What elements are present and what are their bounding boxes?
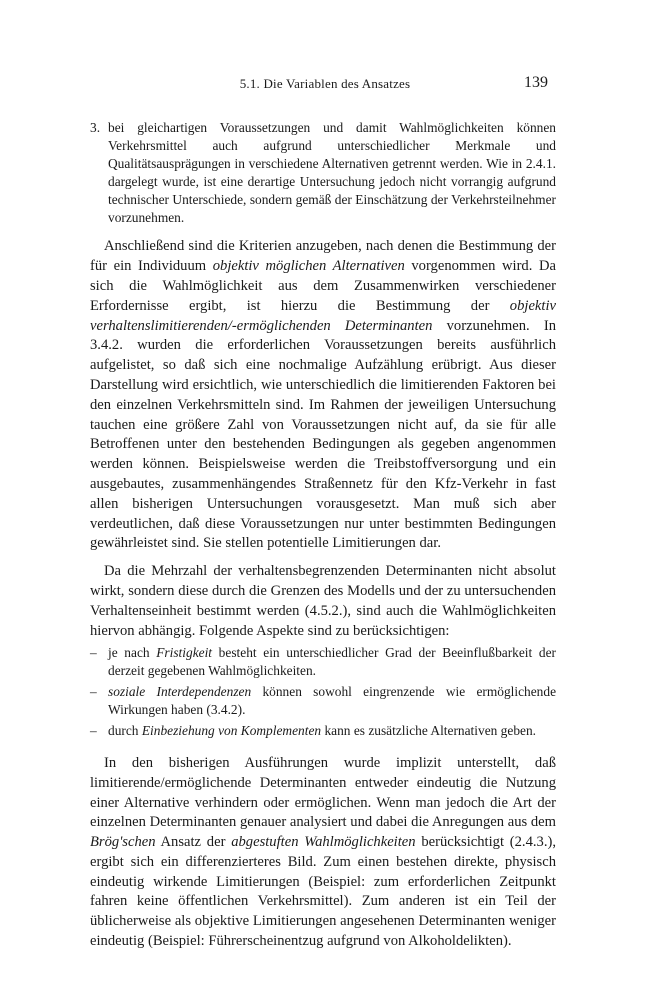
- aspect-text-pre: durch: [108, 723, 142, 738]
- paragraph-2: Da die Mehrzahl der verhaltensbegrenzenden Determinanten nicht absolut wirkt, sondern diese durch die Grenzen des Modells und der zu untersuchenden Verhaltenseinheit bestimmt werden (4.5.2.), sind auch die Wahlmöglichkeiten hiervon abhängig. Folgende Aspekte sind zu berücksichtigen:: [90, 563, 556, 639]
- paragraph-1-text-b: vorgenommen wird. Da sich die Wahlmöglichkeit aus dem Zusammenwirken verschiedener Erfordernisse ergibt, ist hierzu die Bestimmung der: [90, 258, 556, 314]
- aspect-item: [90, 722, 556, 740]
- paragraph-1: [90, 237, 556, 554]
- paragraph-3-emphasis-b: abgestuften Wahlmöglichkeiten: [231, 834, 416, 851]
- dash-bullet: –: [90, 645, 97, 661]
- page-body: [90, 119, 556, 952]
- dash-bullet: –: [90, 723, 97, 738]
- paragraph-1-emphasis-a: objektiv möglichen Alternativen: [212, 258, 405, 275]
- paragraph-3: [90, 754, 556, 952]
- paragraph-3-text-a: In den bisherigen Ausführungen wurde implizit unterstellt, daß limitierende/ermöglichende Determinanten entweder eindeutig die Nutzung einer Alternative verhindern oder ermöglichen. Wenn man jedoch die Art der einzelnen Determinanten genauer analysiert und dabei die Anregungen aus dem: [90, 754, 556, 831]
- aspect-emphasis: Einbeziehung von Komplementen: [141, 723, 322, 738]
- aspect-list: [90, 644, 556, 740]
- aspect-text-post: können sowohl eingrenzende wie ermöglichende Wirkungen haben (3.4.2).: [108, 684, 557, 718]
- list-item-number: 3.: [90, 120, 101, 135]
- paragraph-1-emphasis-b: objektiv verhaltenslimitierenden/-ermöglichenden Determinanten: [90, 297, 556, 334]
- paragraph-1-text-c: vorzunehmen. In 3.4.2. wurden die erforderlichen Voraussetzungen bereits ausführlich aufgelistet, so daß sich eine nochmalige Aufzählung erübrigt. Aus dieser Darstellung wird ersichtlich, wie unterschiedlich die limitierenden Faktoren bei den einzelnen Verkehrsmitteln sind. Im Rahmen der jeweiligen Untersuchung tauchen eine größere Zahl von Voraussetzungen nicht auf, da sie für alle Betroffenen unter den bestehenden Bedingungen als gegeben angenommen werden können. Beispielsweise werden die Treibstoffversorgung und ein ausgebautes, zusammenhängendes Straßennetz für den Kfz-Verkehr in fast allen bisherigen Untersuchungen vorausgesetzt. Man muß sich aber verdeutlichen, daß diese Voraussetzungen nur unter bestimmten Bedingungen gewährleistet sind. Sie stellen potentielle Limitierungen dar.: [90, 317, 556, 552]
- running-head: 5.1. Die Variablen des Ansatzes: [239, 76, 411, 91]
- aspect-item: [90, 683, 556, 719]
- page-number: 139: [524, 74, 548, 91]
- paragraph-3-text-c: berücksichtigt (2.4.3.), ergibt sich ein differenzierteres Bild. Zum einen bestehen direkte, physisch eindeutig wirkende Limitierungen (Beispiel: zum erforderlichen Zeitpunkt fahren keine öffentlichen Verkehrsmittel). Zum anderen ist ein Teil der üblicherweise als objektive Limitierungen angesehenen Determinanten weniger eindeutig (Beispiel: Führerscheinentzug aufgrund von Alkoholdelikten).: [90, 834, 556, 950]
- list-item-3: [90, 119, 556, 226]
- dash-bullet: –: [90, 684, 97, 700]
- list-item-text: bei gleichartigen Voraussetzungen und damit Wahlmöglichkeiten können Verkehrsmittel auch aufgrund unterschiedlicher Merkmale und Qualitätsausprägungen in verschiedene Alternativen getrennt werden. Wie in 2.4.1. dargelegt wurde, ist eine derartige Untersuchung jedoch nicht vorrangig aufgrund technischer Unterschiede, sondern gemäß der Einschätzung der Verkehrsteilnehmer vorzunehmen.: [108, 120, 556, 225]
- aspect-item: [90, 644, 556, 680]
- paragraph-1-text-a: Anschließend sind die Kriterien anzugeben, nach denen die Bestimmung der für ein Individuum: [90, 238, 556, 275]
- paragraph-3-emphasis-a: Brög'schen: [90, 834, 156, 851]
- paragraph-3-text-b: Ansatz der: [155, 834, 232, 851]
- aspect-emphasis: soziale Interdependenzen: [108, 684, 252, 700]
- aspect-text-post: kann es zusätzliche Alternativen geben.: [321, 723, 537, 738]
- aspect-text-pre: je nach: [108, 645, 157, 661]
- aspect-emphasis: Fristigkeit: [156, 645, 213, 661]
- aspect-text-post: besteht ein unterschiedlicher Grad der Beeinflußbarkeit der derzeit gegebenen Wahlmöglichkeiten.: [108, 645, 556, 679]
